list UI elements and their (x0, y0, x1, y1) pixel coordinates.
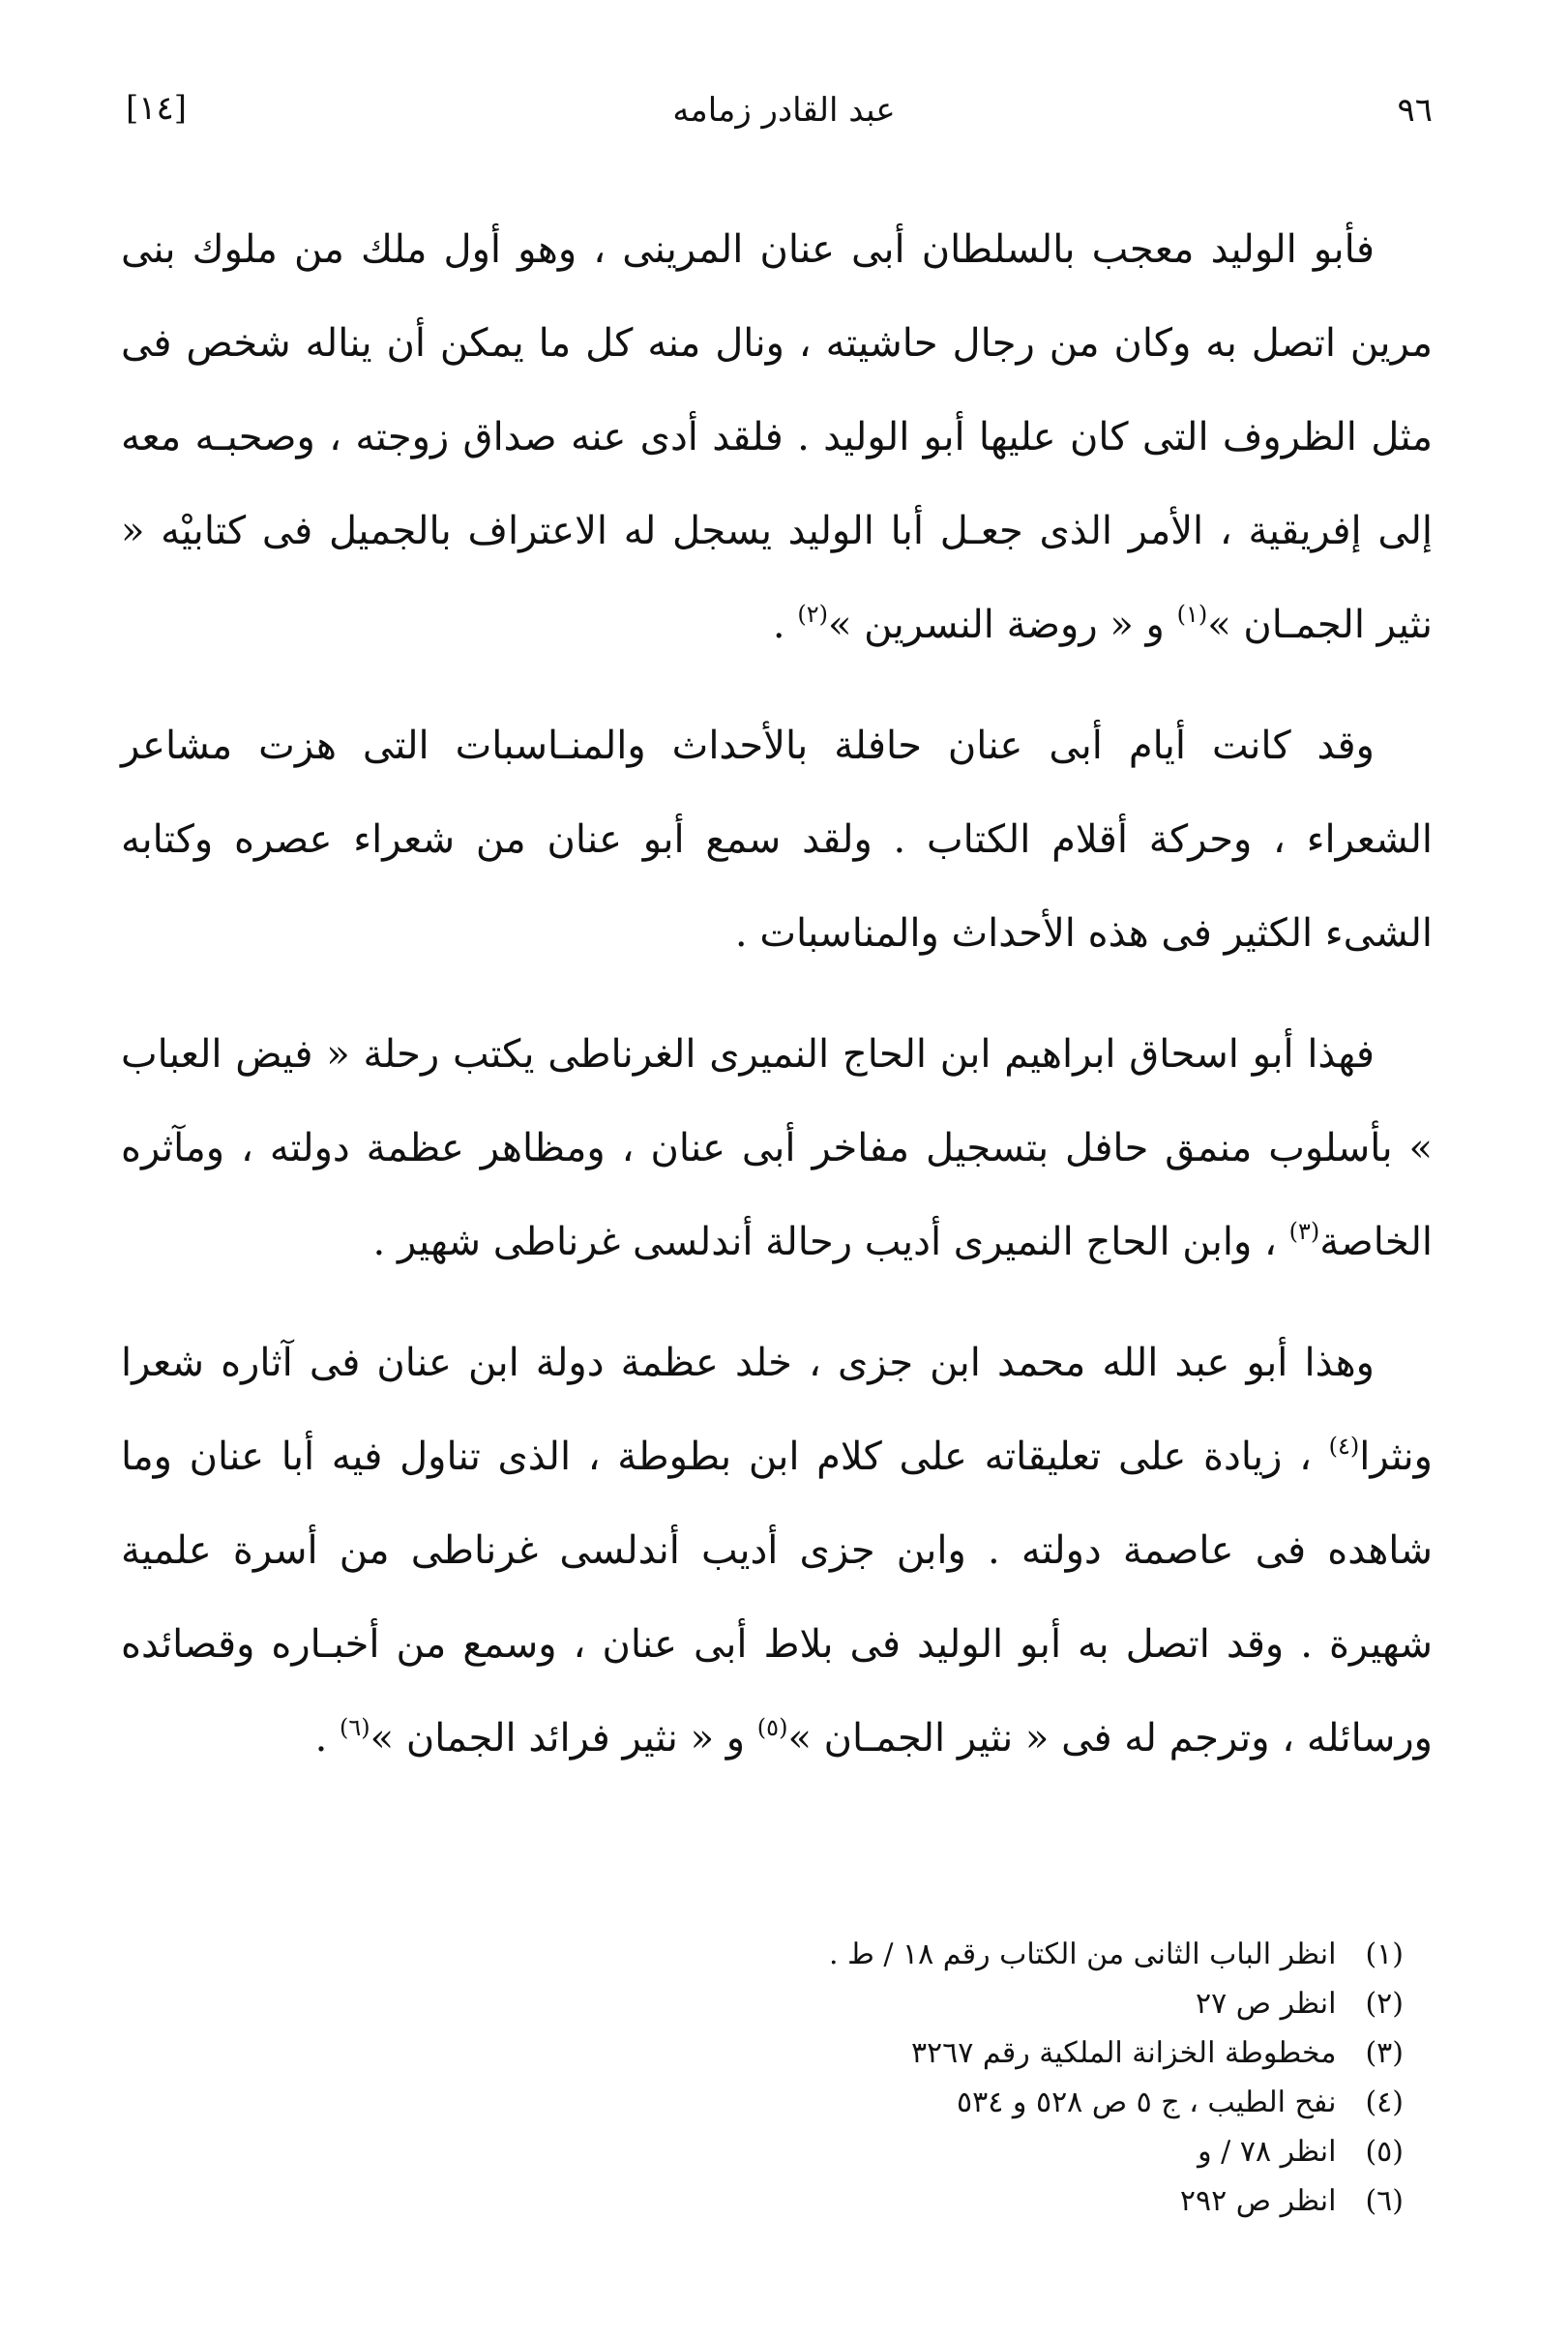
footnote-number: (٤) (1365, 2086, 1404, 2119)
footnote-text: نفح الطيب ، ج ٥ ص ٥٢٨ و ٥٣٤ (957, 2086, 1337, 2119)
paragraph-text: . (314, 1716, 340, 1760)
page-header (116, 85, 1452, 143)
footnote (484, 2127, 1404, 2176)
paragraph (121, 699, 1433, 981)
section-mark: [١٤] (126, 89, 188, 128)
footnote-number: (٣) (1365, 2036, 1404, 2070)
footnotes (484, 1930, 1404, 2226)
paragraph-text: . (772, 603, 798, 647)
footnote-reference: (١) (1176, 601, 1208, 628)
paragraph-text: فأبو الوليد معجب بالسلطان أبى عنان المرينى ، وهو أول ملك من ملوك بنى مرين اتصل به وكان من رجال حاشيته ، ونال منه كل ما يمكن أن يناله شخص فى مثل الظروف التى كان عليها أبو الوليد . فلقد أدى عنه صداق زوجته ، وصحبـه معه إلى إفريقية ، الأمر الذى جعـل أبا الوليد يسجل له الاعتراف بالجميل فى كتابيْه « نثير الجمـان » (121, 227, 1434, 647)
paragraph (121, 1008, 1433, 1289)
footnote-number: (١) (1365, 1938, 1404, 1971)
footnote (484, 2176, 1404, 2226)
footnote-number: (٦) (1365, 2184, 1404, 2218)
footnote-reference: (٦) (340, 1714, 370, 1741)
footnote-reference: (٤) (1328, 1433, 1360, 1460)
footnote-reference: (٢) (797, 601, 828, 628)
footnote-text: انظر ص ٢٧ (1196, 1987, 1337, 2021)
body-text (121, 203, 1433, 1813)
page-number: ٩٦ (1397, 91, 1433, 130)
footnote (484, 1930, 1404, 1979)
footnote-text: انظر الباب الثانى من الكتاب رقم ١٨ / ط . (829, 1938, 1337, 1971)
paragraph-text: و « نثير فرائد الجمان » (370, 1716, 757, 1760)
paragraph-text: ، زيادة على تعليقاته على كلام ابن بطوطة ، الذى تناول فيه أبا عنان وما شاهده فى عاصمة دولته . وابن جزى أديب أندلسى غرناطى من أسرة علمية شهيرة . وقد اتصل به أبو الوليد فى بلاط أبى عنان ، وسمع من أخبـاره وقصائده ورسائله ، وترجم له فى « نثير الجمـان » (121, 1435, 1433, 1760)
footnote (484, 2078, 1404, 2127)
paragraph-text: وهذا أبو عبد الله محمد ابن جزى ، خلد عظمة دولة ابن عنان فى آثاره شعرا ونثرا (121, 1341, 1433, 1479)
paragraph (121, 203, 1433, 672)
footnote (484, 2028, 1404, 2078)
footnote-text: انظر ص ٢٩٢ (1179, 2184, 1337, 2218)
running-title: عبد القادر زمامه (672, 91, 896, 130)
footnote-number: (٥) (1365, 2135, 1404, 2169)
paragraph (121, 1316, 1433, 1786)
footnote-text: انظر ٧٨ / و (1198, 2135, 1337, 2169)
footnote-reference: (٣) (1288, 1218, 1320, 1245)
paragraph-text: و « روضة النسرين » (827, 603, 1177, 647)
footnote-reference: (٥) (756, 1714, 788, 1741)
paragraph-text: وقد كانت أيام أبى عنان حافلة بالأحداث والمنـاسبات التى هزت مشاعر الشعراء ، وحركة أقلام الكتاب . ولقد سمع أبو عنان من شعراء عصره وكتابه الشىء الكثير فى هذه الأحداث والمناسبات . (121, 724, 1433, 956)
footnote-number: (٢) (1365, 1987, 1404, 2021)
paragraph-text: ، وابن الحاج النميرى أديب رحالة أندلسى غرناطى شهير . (372, 1220, 1289, 1264)
footnote-text: مخطوطة الخزانة الملكية رقم ٣٢٦٧ (910, 2036, 1337, 2070)
paragraph-text: فهذا أبو اسحاق ابراهيم ابن الحاج النميرى الغرناطى يكتب رحلة « فيض العباب » بأسلوب منمق حافل بتسجيل مفاخر أبى عنان ، ومظاهر عظمة دولته ، ومآثره الخاصة (121, 1032, 1433, 1264)
footnote (484, 1979, 1404, 2028)
